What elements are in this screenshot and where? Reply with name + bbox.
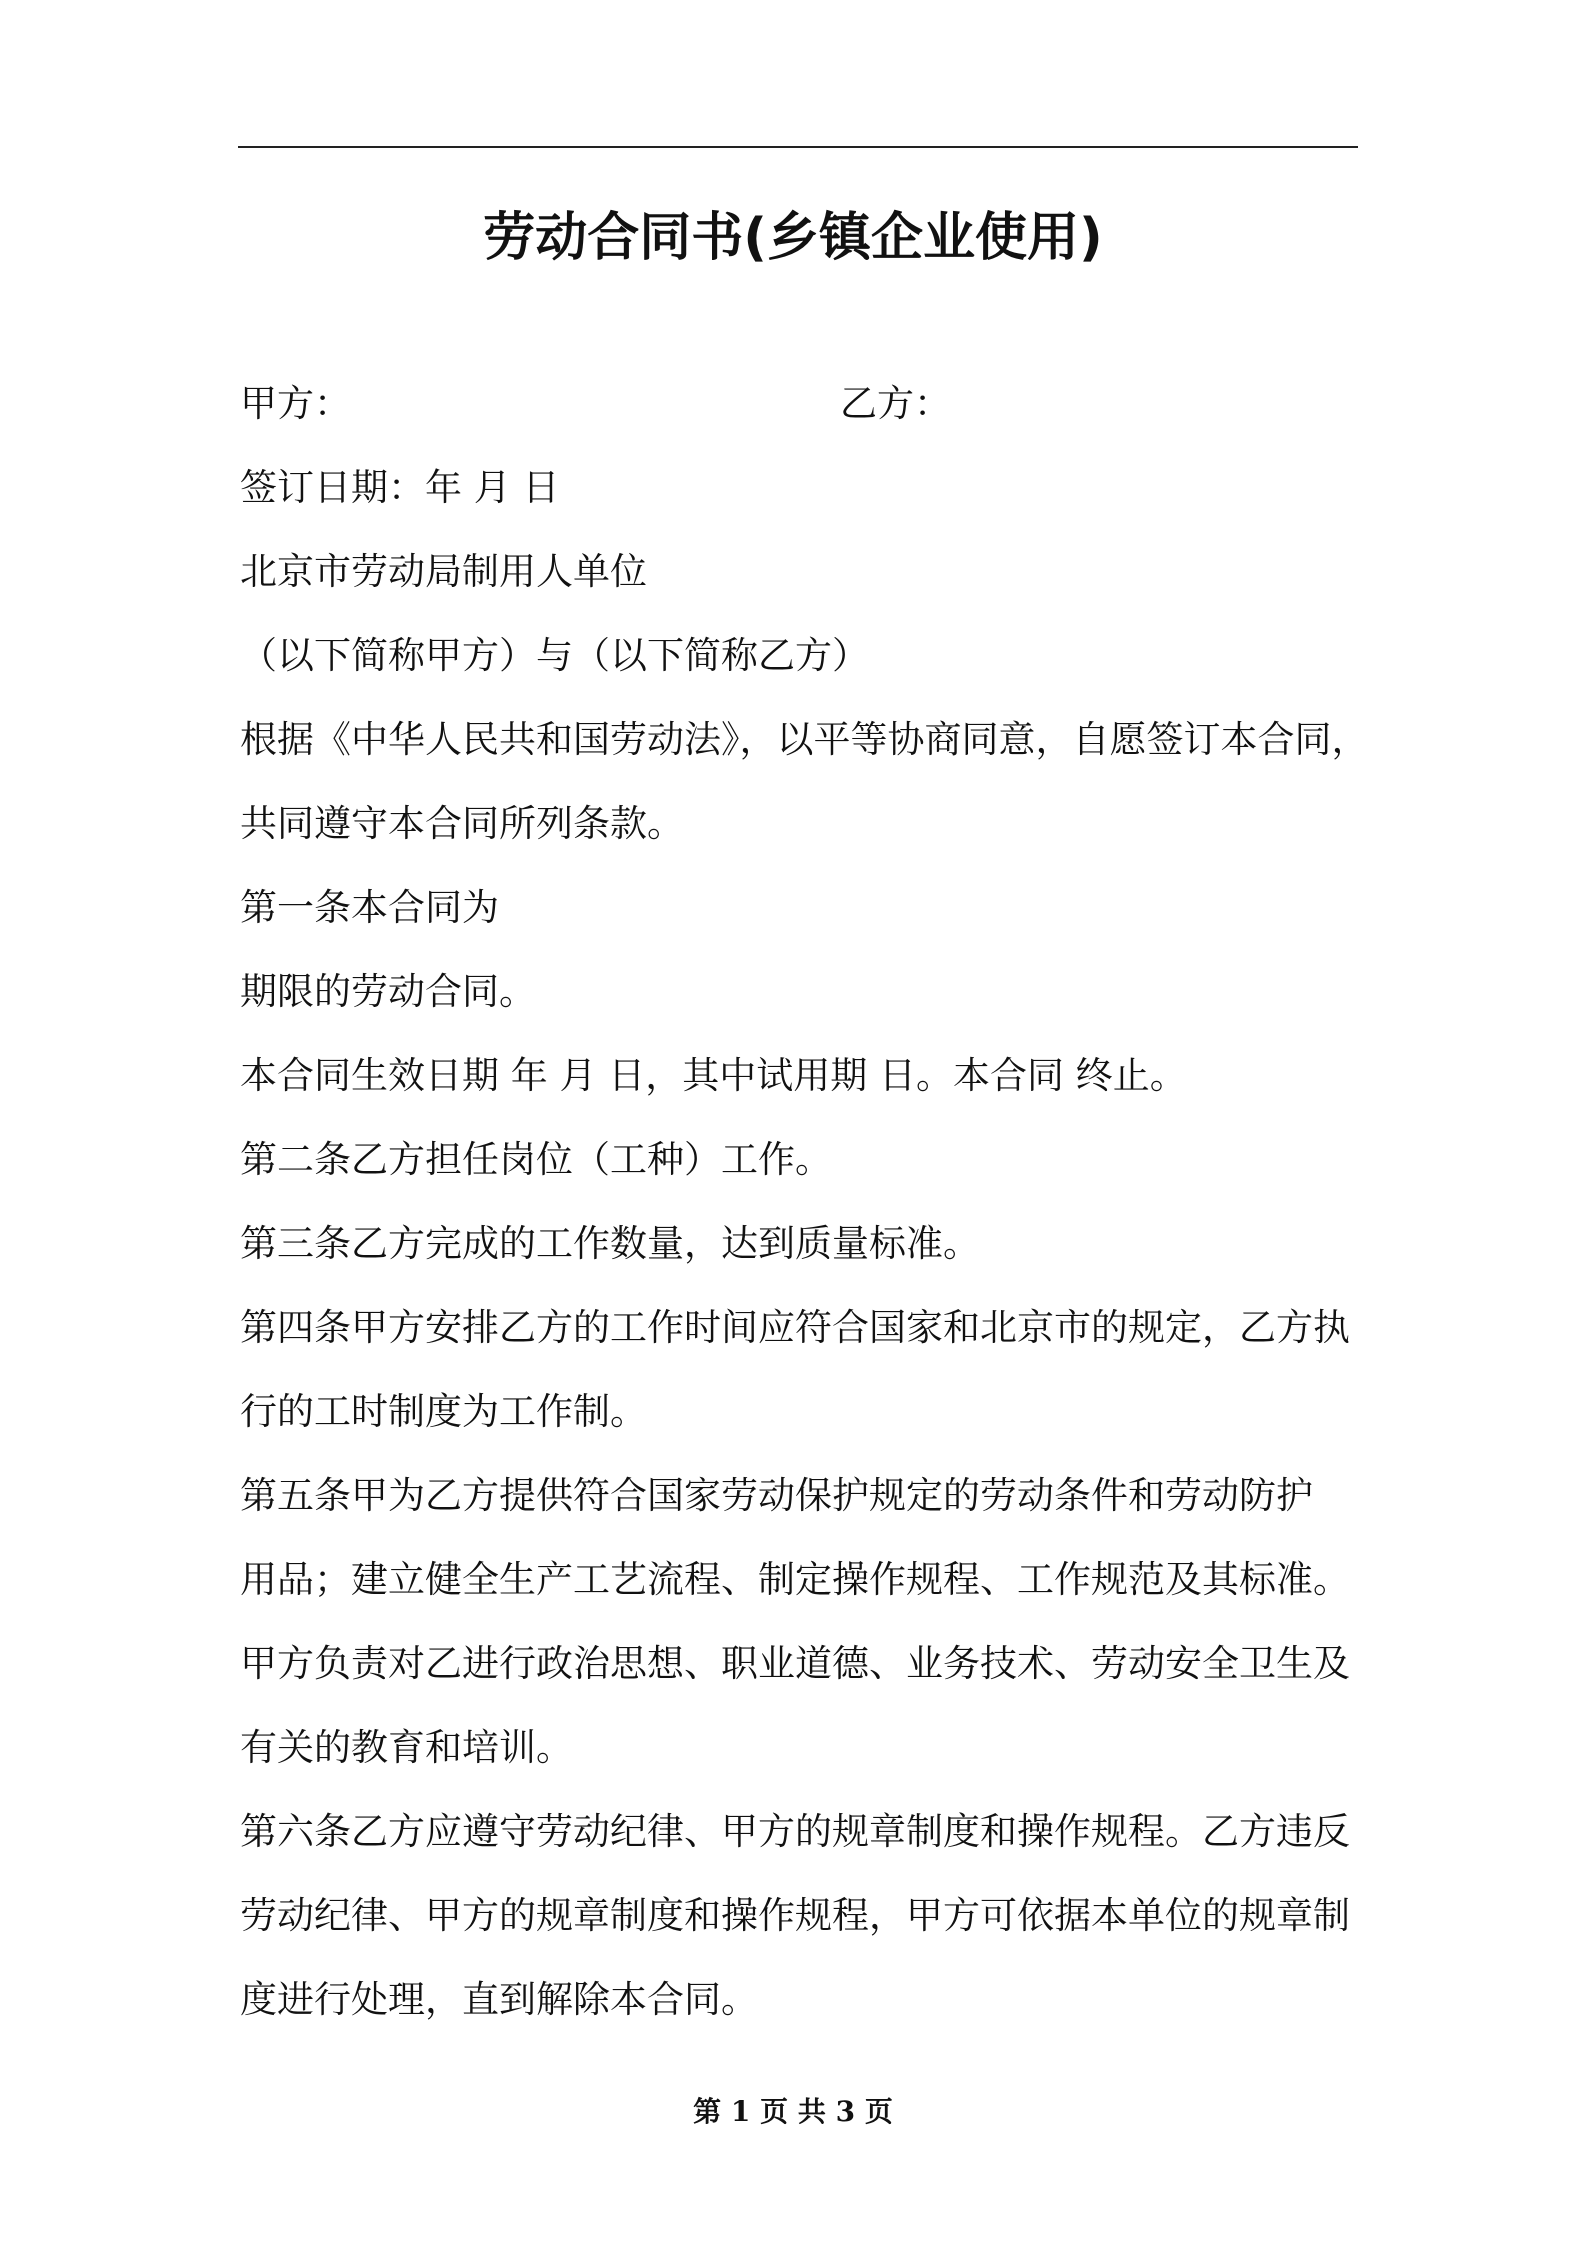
signing-date-line: 签订日期：年 月 日 [240,466,560,509]
effective-date-line: 本合同生效日期 年 月 日，其中试用期 日。本合同 终止。 [240,1054,1187,1097]
issuer-line: 北京市劳动局制用人单位 [240,550,647,593]
article-5-line-1: 第五条甲为乙方提供符合国家劳动保护规定的劳动条件和劳动防护 [240,1474,1313,1517]
article-6-line-1: 第六条乙方应遵守劳动纪律、甲方的规章制度和操作规程。乙方违反 [240,1810,1350,1853]
page-footer: 第 1 页 共 3 页 [693,2095,893,2128]
article-5-line-3: 甲方负责对乙进行政治思想、职业道德、业务技术、劳动安全卫生及 [240,1642,1350,1685]
article-6-line-3: 度进行处理，直到解除本合同。 [240,1978,758,2021]
article-1-line-2: 期限的劳动合同。 [240,970,536,1013]
article-5-line-2: 用品；建立健全生产工艺流程、制定操作规程、工作规范及其标准。 [240,1558,1350,1601]
party-b-label: 乙方： [840,382,951,425]
party-a-label: 甲方： [240,382,351,425]
article-3-line: 第三条乙方完成的工作数量，达到质量标准。 [240,1222,980,1265]
article-4-line-1: 第四条甲方安排乙方的工作时间应符合国家和北京市的规定，乙方执 [240,1306,1350,1349]
preamble-line-1: 根据《中华人民共和国劳动法》，以平等协商同意，自愿签订本合同， [240,718,1369,761]
article-5-line-4: 有关的教育和培训。 [240,1726,573,1769]
page-title: 劳动合同书(乡镇企业使用) [483,208,1103,268]
header-rule [238,146,1358,148]
article-1-line-1: 第一条本合同为 [240,886,499,929]
parties-line: （以下简称甲方）与（以下简称乙方） [240,634,869,677]
article-4-line-2: 行的工时制度为工作制。 [240,1390,647,1433]
article-2-line: 第二条乙方担任岗位（工种）工作。 [240,1138,832,1181]
preamble-line-2: 共同遵守本合同所列条款。 [240,802,684,845]
article-6-line-2: 劳动纪律、甲方的规章制度和操作规程，甲方可依据本单位的规章制 [240,1894,1350,1937]
